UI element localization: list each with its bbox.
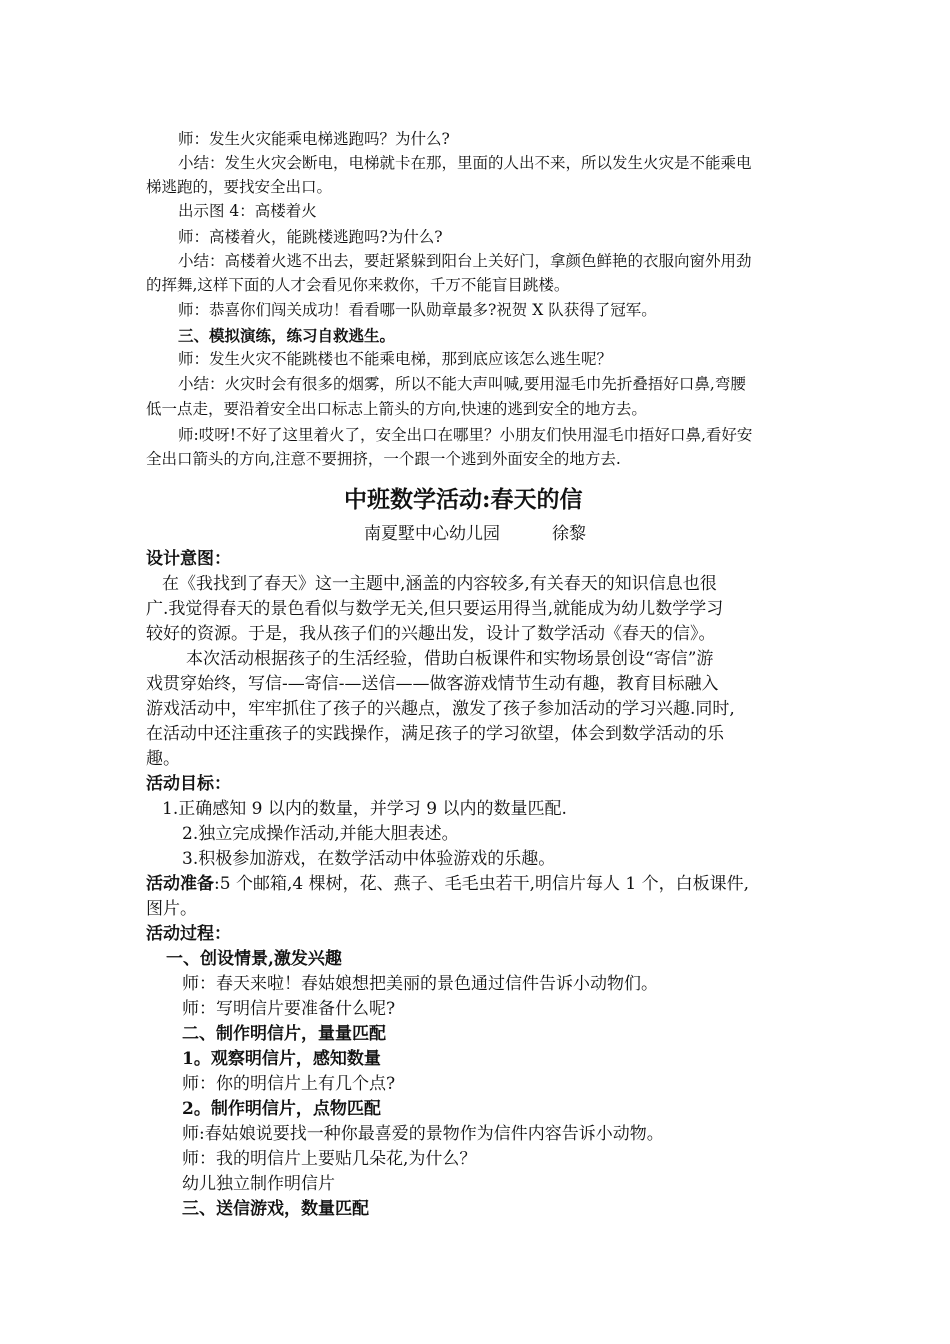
prep-continuation: 图片。 (146, 899, 197, 919)
paragraph-line: 师:春姑娘说要找一种你最喜爱的景物作为信件内容告诉小动物。 (182, 1124, 664, 1144)
paragraph-line: 出示图 4：高楼着火 (178, 202, 317, 220)
goal-item: 3.积极参加游戏，在数学活动中体验游戏的乐趣。 (182, 849, 556, 869)
paragraph-line: 师：发生火灾不能跳楼也不能乘电梯，那到底应该怎么逃生呢？ (178, 350, 613, 368)
paragraph-line: 师：发生火灾能乘电梯逃跑吗？为什么? (178, 130, 450, 148)
section-heading: 三、模拟演练，练习自救逃生。 (178, 326, 396, 345)
paragraph-line: 的挥舞,这样下面的人才会看见你来救你，千万不能盲目跳楼。 (146, 276, 570, 294)
paragraph-line: 师:哎呀!不好了这里着火了，安全出口在哪里？小朋友们快用湿毛巾捂好口鼻,看好安 (178, 426, 753, 444)
paragraph-line: 小结：火灾时会有很多的烟雾，所以不能大声叫喊,要用湿毛巾先折叠捂好口鼻,弯腰 (178, 375, 746, 393)
paragraph-line: 本次活动根据孩子的生活经验，借助白板课件和实物场景创设“寄信”游 (186, 649, 714, 669)
section-heading: 设计意图： (146, 549, 231, 569)
step-heading: 1。观察明信片，感知数量 (182, 1049, 381, 1069)
step-heading: 2。制作明信片，点物匹配 (182, 1099, 381, 1119)
paragraph-line: 较好的资源。于是，我从孩子们的兴趣出发，设计了数学活动《春天的信》。 (146, 624, 716, 644)
page-title: 中班数学活动:春天的信 (344, 486, 583, 513)
step-heading: 三、送信游戏，数量匹配 (182, 1199, 369, 1219)
paragraph-line: 低一点走，要沿着安全出口标志上箭头的方向,快速的逃到安全的地方去。 (146, 400, 647, 418)
author-name: 徐黎 (552, 524, 586, 544)
paragraph-line: 在活动中还注重孩子的实践操作，满足孩子的学习欲望，体会到数学活动的乐 (146, 724, 724, 744)
step-heading: 二、制作明信片，量量匹配 (182, 1024, 386, 1044)
paragraph-line: 梯逃跑的，要找安全出口。 (146, 178, 333, 196)
paragraph-line: 游戏活动中，牢牢抓住了孩子的兴趣点，激发了孩子参加活动的学习兴趣.同时, (146, 699, 735, 719)
prep-label: 活动准备 (146, 874, 214, 894)
paragraph-line: 师：高楼着火，能跳楼逃跑吗?为什么? (178, 228, 443, 246)
paragraph-line: 师：我的明信片上要贴几朵花,为什么？ (182, 1149, 477, 1169)
section-heading: 活动目标： (146, 774, 231, 794)
paragraph-line: 师：恭喜你们闯关成功！看看哪一队勋章最多?祝贺 X 队获得了冠军。 (178, 301, 657, 319)
paragraph-line: 师：你的明信片上有几个点? (182, 1074, 396, 1094)
paragraph-line: 小结：发生火灾会断电，电梯就卡在那，里面的人出不来，所以发生火灾是不能乘电 (178, 154, 752, 172)
step-heading: 一、创设情景,激发兴趣 (166, 949, 342, 969)
paragraph-line: 在《我找到了春天》这一主题中,涵盖的内容较多,有关春天的知识信息也很 (162, 574, 717, 594)
prep-line (146, 876, 749, 893)
paragraph-line: 师：写明信片要准备什么呢? (182, 999, 396, 1019)
prep-text: :5 个邮箱,4 棵树，花、燕子、毛毛虫若干,明信片每人 1 个，白板课件, (214, 874, 750, 894)
paragraph-line: 广.我觉得春天的景色看似与数学无关,但只要运用得当,就能成为幼儿数学学习 (146, 599, 724, 619)
paragraph-line: 趣。 (146, 749, 180, 769)
paragraph-line: 幼儿独立制作明信片 (182, 1174, 335, 1194)
paragraph-line: 戏贯穿始终，写信-—寄信-—送信——做客游戏情节生动有趣，教育目标融入 (146, 674, 719, 694)
paragraph-line: 全出口箭头的方向,注意不要拥挤，一个跟一个逃到外面安全的地方去. (146, 450, 621, 468)
section-heading: 活动过程： (146, 924, 231, 944)
goal-item: 1.正确感知 9 以内的数量，并学习 9 以内的数量匹配. (162, 799, 567, 819)
paragraph-line: 师：春天来啦！春姑娘想把美丽的景色通过信件告诉小动物们。 (182, 974, 658, 994)
paragraph-line: 小结：高楼着火逃不出去，要赶紧躲到阳台上关好门，拿颜色鲜艳的衣服向窗外用劲 (178, 252, 752, 270)
goal-item: 2.独立完成操作活动,并能大胆表述。 (182, 824, 459, 844)
school-name: 南夏墅中心幼儿园 (364, 524, 500, 544)
